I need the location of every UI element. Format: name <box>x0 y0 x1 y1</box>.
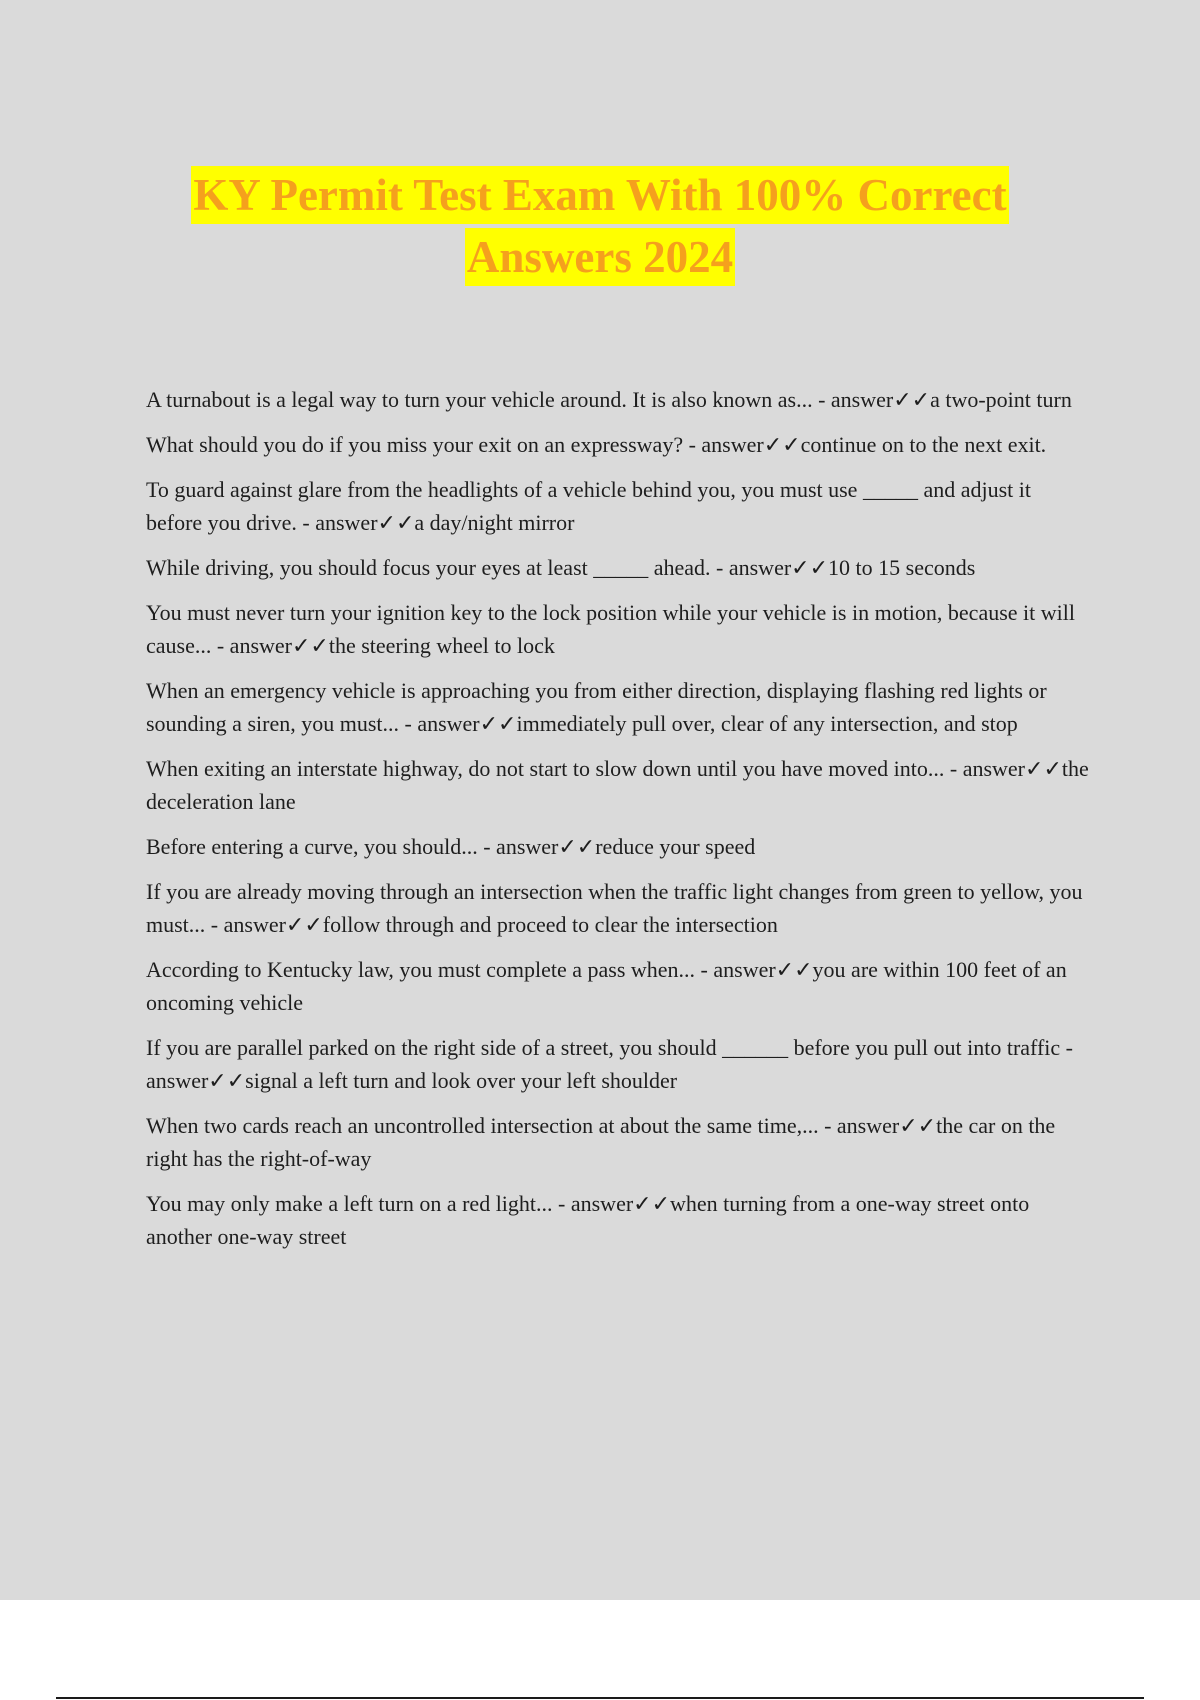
qa-item: You must never turn your ignition key to the lock position while your vehicle is in motion, because it will cause... - answer✓✓the steering wheel to lock <box>146 600 1075 658</box>
qa-item: A turnabout is a legal way to turn your vehicle around. It is also known as... - answer✓✓a two-point turn <box>146 387 1072 412</box>
qa-item: When an emergency vehicle is approaching you from either direction, displaying flashing red lights or sounding a siren, you must... - answer✓✓immediately pull over, clear of any intersection, and stop <box>146 678 1047 736</box>
page-title <box>0 166 1200 290</box>
qa-item: While driving, you should focus your eyes at least _____ ahead. - answer✓✓10 to 15 seconds <box>146 555 976 580</box>
qa-item: To guard against glare from the headlights of a vehicle behind you, you must use _____ and adjust it before you drive. - answer✓✓a day/night mirror <box>146 477 1031 535</box>
qa-item: According to Kentucky law, you must complete a pass when... - answer✓✓you are within 100 feet of an oncoming vehicle <box>146 957 1067 1015</box>
qa-item: You may only make a left turn on a red light... - answer✓✓when turning from a one-way street onto another one-way street <box>146 1191 1030 1249</box>
footer-divider <box>56 1697 1144 1699</box>
qa-item: If you are already moving through an intersection when the traffic light changes from green to yellow, you must... - answer✓✓follow through and proceed to clear the intersection <box>146 879 1083 937</box>
qa-item: Before entering a curve, you should... - answer✓✓reduce your speed <box>146 834 756 859</box>
qa-item: When two cards reach an uncontrolled intersection at about the same time,... - answer✓✓the car on the right has the right-of-way <box>146 1113 1056 1171</box>
title-line-2: Answers 2024 <box>465 228 735 286</box>
question-answer-list <box>146 383 1090 1265</box>
qa-item: If you are parallel parked on the right side of a street, you should ______ before you pull out into traffic - answer✓✓signal a left turn and look over your left shoulder <box>146 1035 1073 1093</box>
qa-item: What should you do if you miss your exit on an expressway? - answer✓✓continue on to the next exit. <box>146 432 1047 457</box>
qa-item: When exiting an interstate highway, do not start to slow down until you have moved into... - answer✓✓the deceleration lane <box>146 756 1089 814</box>
title-line-1: KY Permit Test Exam With 100% Correct <box>191 166 1008 224</box>
